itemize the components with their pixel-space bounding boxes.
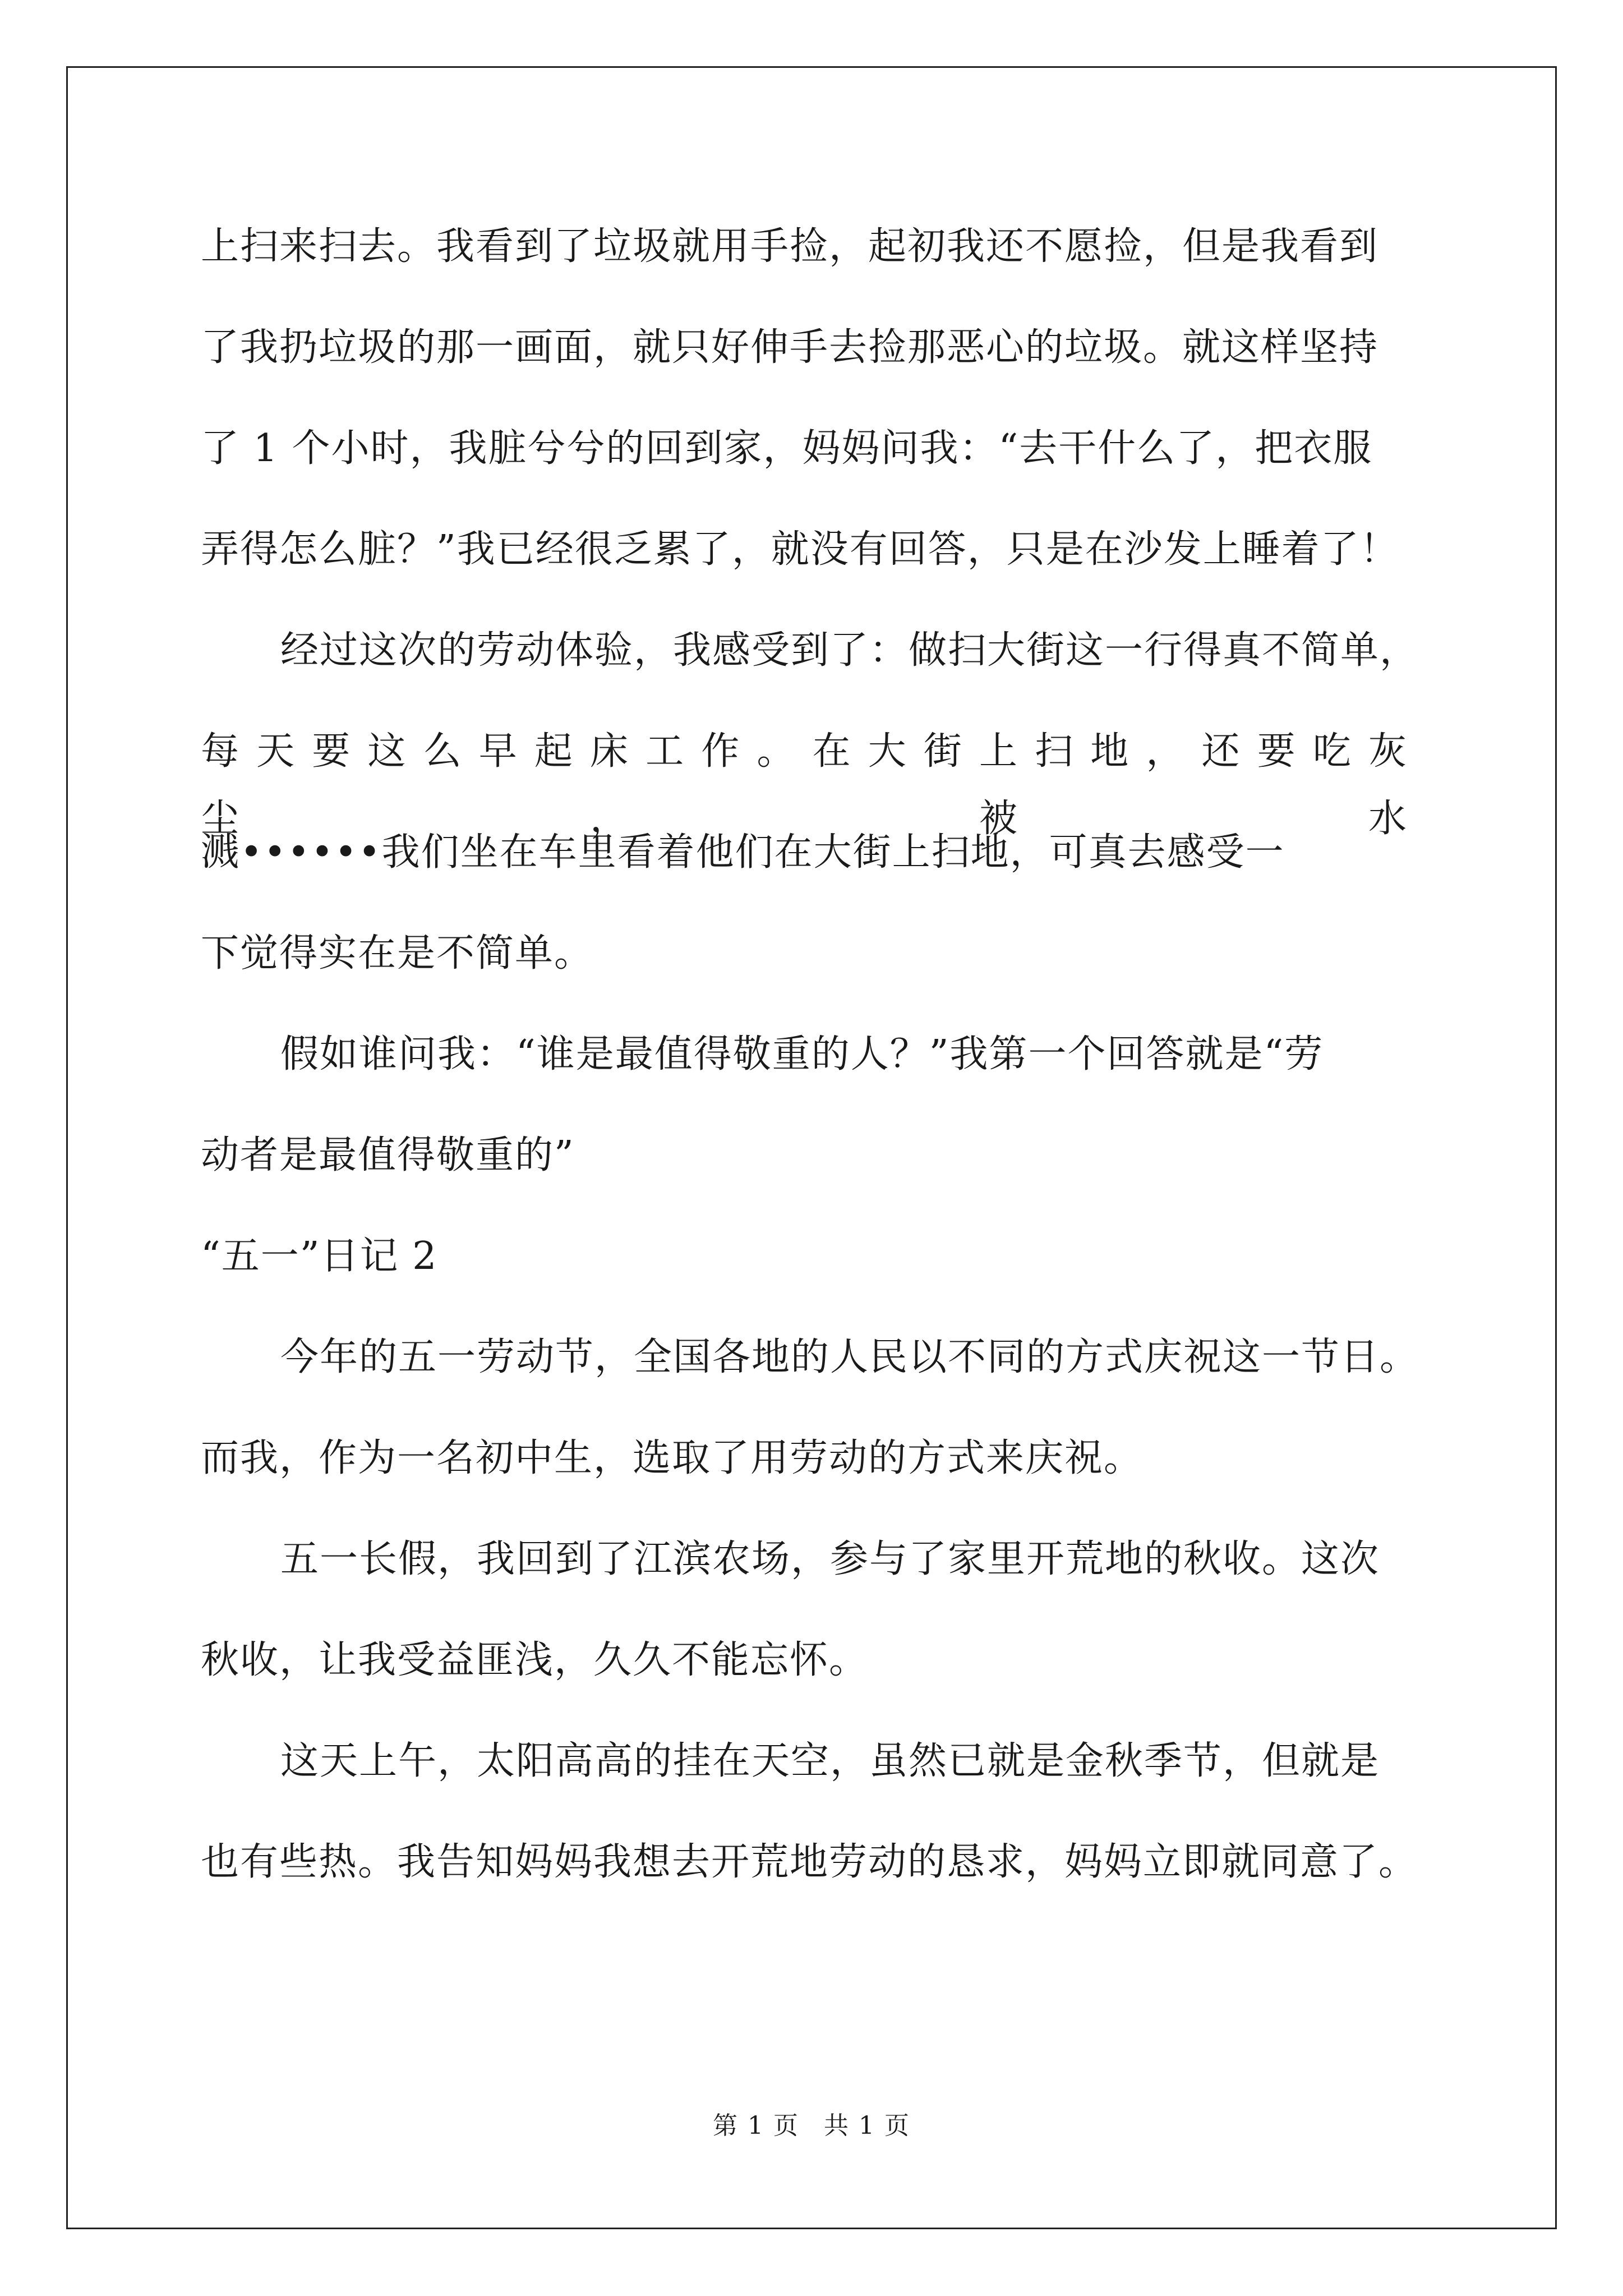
text-line: 溅••••••我们坐在车里看着他们在大街上扫地，可真去感受一 [201,830,1285,875]
page-footer [0,2109,1623,2143]
paragraph-first-line: 假如谁问我：“谁是最值得敬重的人？”我第一个回答就是“劳 [280,1032,1324,1076]
text-line: 了 1 个小时，我脏兮兮的回到家，妈妈问我：“去干什么了，把衣服 [201,426,1373,471]
paragraph-first-line: 五一长假，我回到了江滨农场，参与了家里开荒地的秋收。这次 [280,1537,1380,1581]
page-number: 第 1 页 [713,2111,799,2140]
text-line: 上扫来扫去。我看到了垃圾就用手捡，起初我还不愿捡，但是我看到 [201,224,1379,269]
text-line: 也有些热。我告知妈妈我想去开荒地劳动的恳求，妈妈立即就同意了。 [201,1840,1418,1884]
paragraph-first-line: 经过这次的劳动体验，我感受到了：做扫大街这一行得真不简单， [280,628,1419,673]
text-line: 秋收，让我受益匪浅，久久不能忘怀。 [201,1638,869,1682]
text-line: 弄得怎么脏？”我已经很乏累了，就没有回答，只是在沙发上睡着了！ [201,527,1399,572]
text-line: 而我，作为一名初中生，选取了用劳动的方式来庆祝。 [201,1436,1144,1480]
paragraph-first-line: 这天上午，太阳高高的挂在天空，虽然已就是金秋季节，但就是 [280,1739,1380,1783]
text-line: 下觉得实在是不简单。 [201,931,594,976]
page-total: 共 1 页 [824,2111,910,2140]
text-line: 动者是最值得敬重的” [201,1133,575,1177]
text-line: 每天要这么早起床工作。在大街上扫地，还要吃灰尘，被水 [201,729,1423,841]
text-line: 了我扔垃圾的那一画面，就只好伸手去捡那恶心的垃圾。就这样坚持 [201,325,1379,370]
paragraph-first-line: 今年的五一劳动节，全国各地的人民以不同的方式庆祝这一节日。 [280,1335,1419,1379]
document-body [201,213,1423,1930]
section-heading: “五一”日记 2 [201,1234,438,1278]
